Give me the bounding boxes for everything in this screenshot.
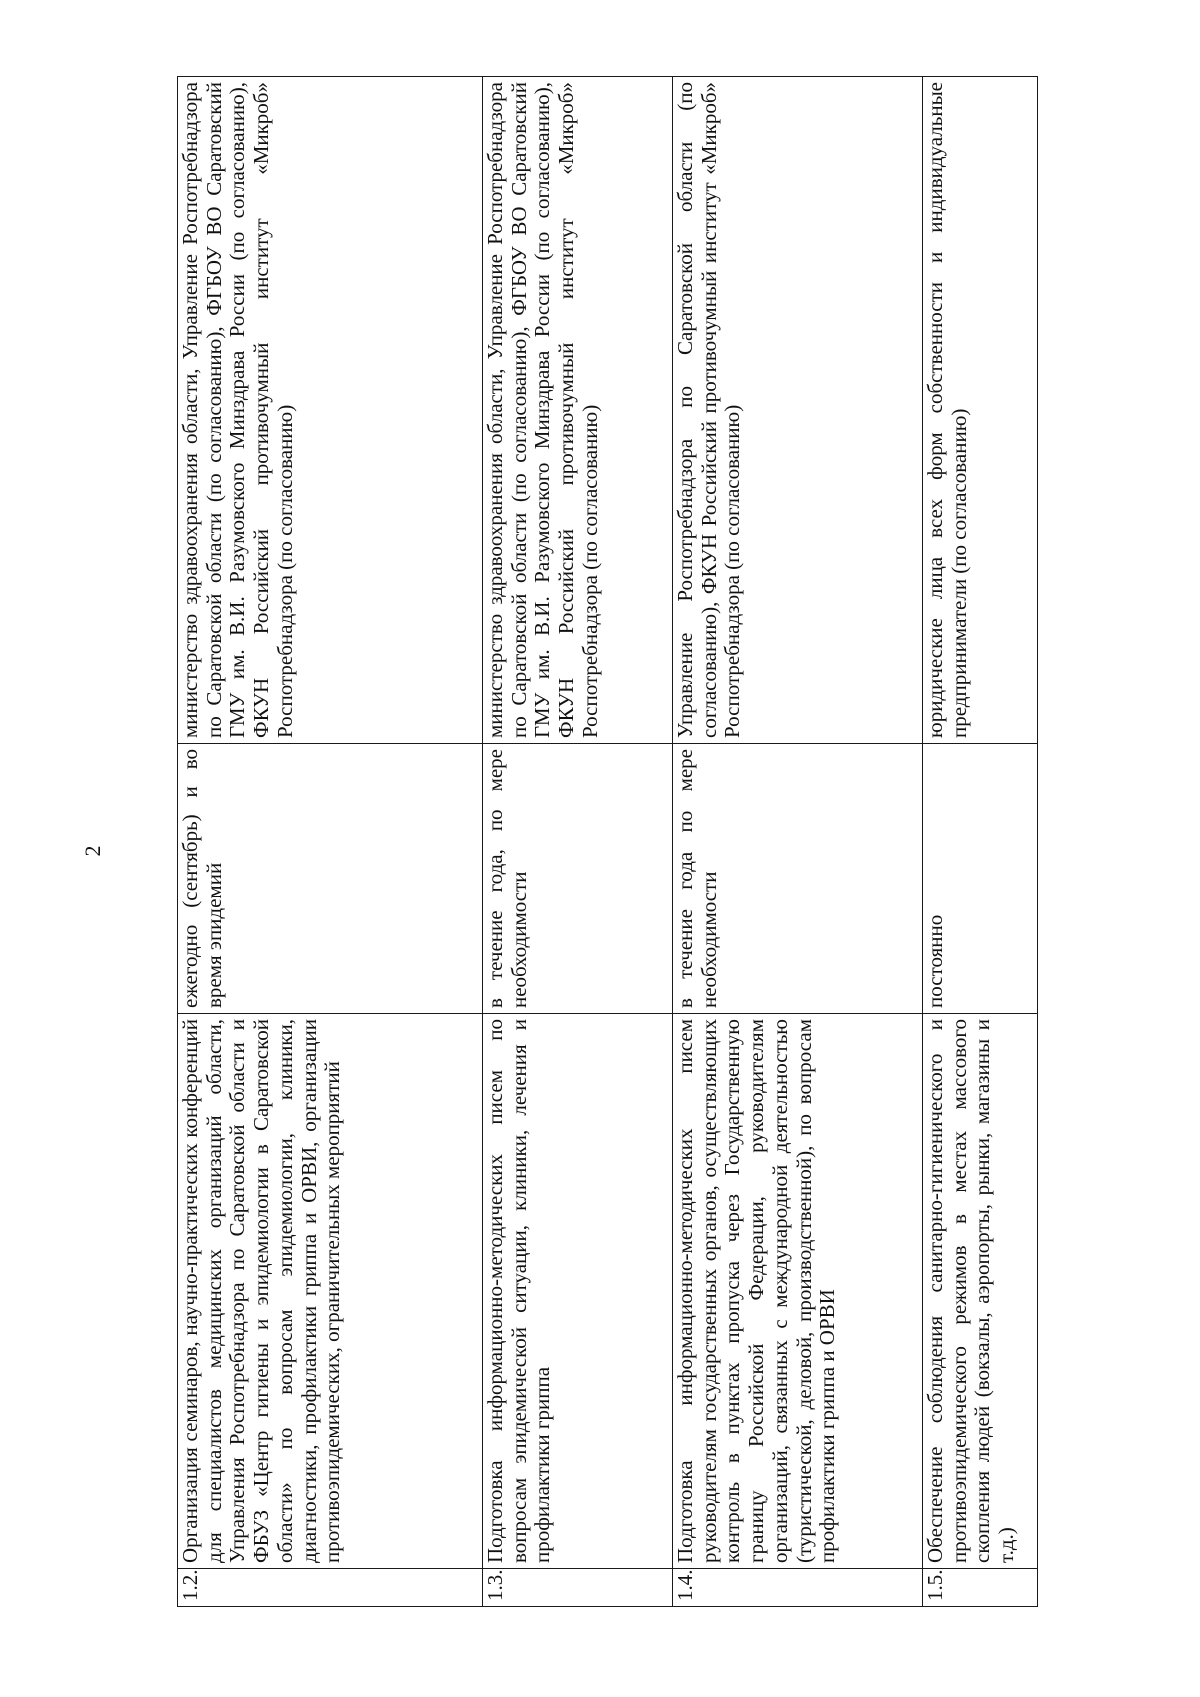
item-number-cell: 1.2. — [178, 1569, 483, 1607]
term-cell: в течение года по мере необходимости — [673, 744, 923, 1014]
item-number-cell: 1.3. — [483, 1569, 673, 1607]
responsible-cell: министерство здравоохранения области, Управление Роспотребнадзора по Саратовской области (по согласованию), ФГБОУ ВО Саратовский ГМУ им. В.И. Разумовского Минздрава России (по согласованию), ФКУН Российский противочумный институт «Микроб» Роспотребнадзора (по согласованию) — [178, 77, 483, 744]
responsible-cell: министерство здравоохранения области, Управление Роспотребнадзора по Саратовской области (по согласованию), ФГБОУ ВО Саратовский ГМУ им. В.И. Разумовского Минздрава России (по согласованию), ФКУН Российский противочумный институт «Микроб» Роспотребнадзора (по согласованию) — [483, 77, 673, 744]
responsible-cell: Управление Роспотребнадзора по Саратовской области (по согласованию), ФКУН Российский противочумный институт «Микроб» Роспотребнадзора (по согласованию) — [673, 77, 923, 744]
term-cell: в течение года, по мере необходимости — [483, 744, 673, 1014]
activity-cell: Подготовка информационно-методических писем по вопросам эпидемической ситуации, клиники, лечения и профилактики гриппа — [483, 1014, 673, 1569]
item-number-cell: 1.4. — [673, 1569, 923, 1607]
item-number-cell: 1.5. — [923, 1569, 1038, 1607]
term-cell: постоянно — [923, 744, 1038, 1014]
table-row — [483, 77, 673, 1607]
rotated-table-container — [177, 77, 1037, 1607]
term-cell: ежегодно (сентябрь) и во время эпидемий — [178, 744, 483, 1014]
activity-cell: Обеспечение соблюдения санитарно-гигиенического и противоэпидемического режимов в местах массового скопления людей (вокзалы, аэропорты, рынки, магазины и т.д.) — [923, 1014, 1038, 1569]
activity-cell: Подготовка информационно-методических писем руководителям государственных органов, осуществляющих контроль в пунктах пропуска через Государственную границу Российской Федерации, руководителям организаций, связанных с международной деятельностью (туристической, деловой, производственной), по вопросам профилактики гриппа и ОРВИ — [673, 1014, 923, 1569]
table-row — [673, 77, 923, 1607]
measures-table — [177, 76, 1038, 1607]
table-row — [178, 77, 483, 1607]
responsible-cell: юридические лица всех форм собственности и индивидуальные предприниматели (по согласованию) — [923, 77, 1038, 744]
page-number: 2 — [80, 845, 105, 857]
table-row — [923, 77, 1038, 1607]
activity-cell: Организация семинаров, научно-практических конференций для специалистов медицинских организаций области, Управления Роспотребнадзора по Саратовской области и ФБУЗ «Центр гигиены и эпидемиологии в Саратовской области» по вопросам эпидемиологии, клиники, диагностики, профилактики гриппа и ОРВИ, организации противоэпидемических, ограничительных мероприятий — [178, 1014, 483, 1569]
